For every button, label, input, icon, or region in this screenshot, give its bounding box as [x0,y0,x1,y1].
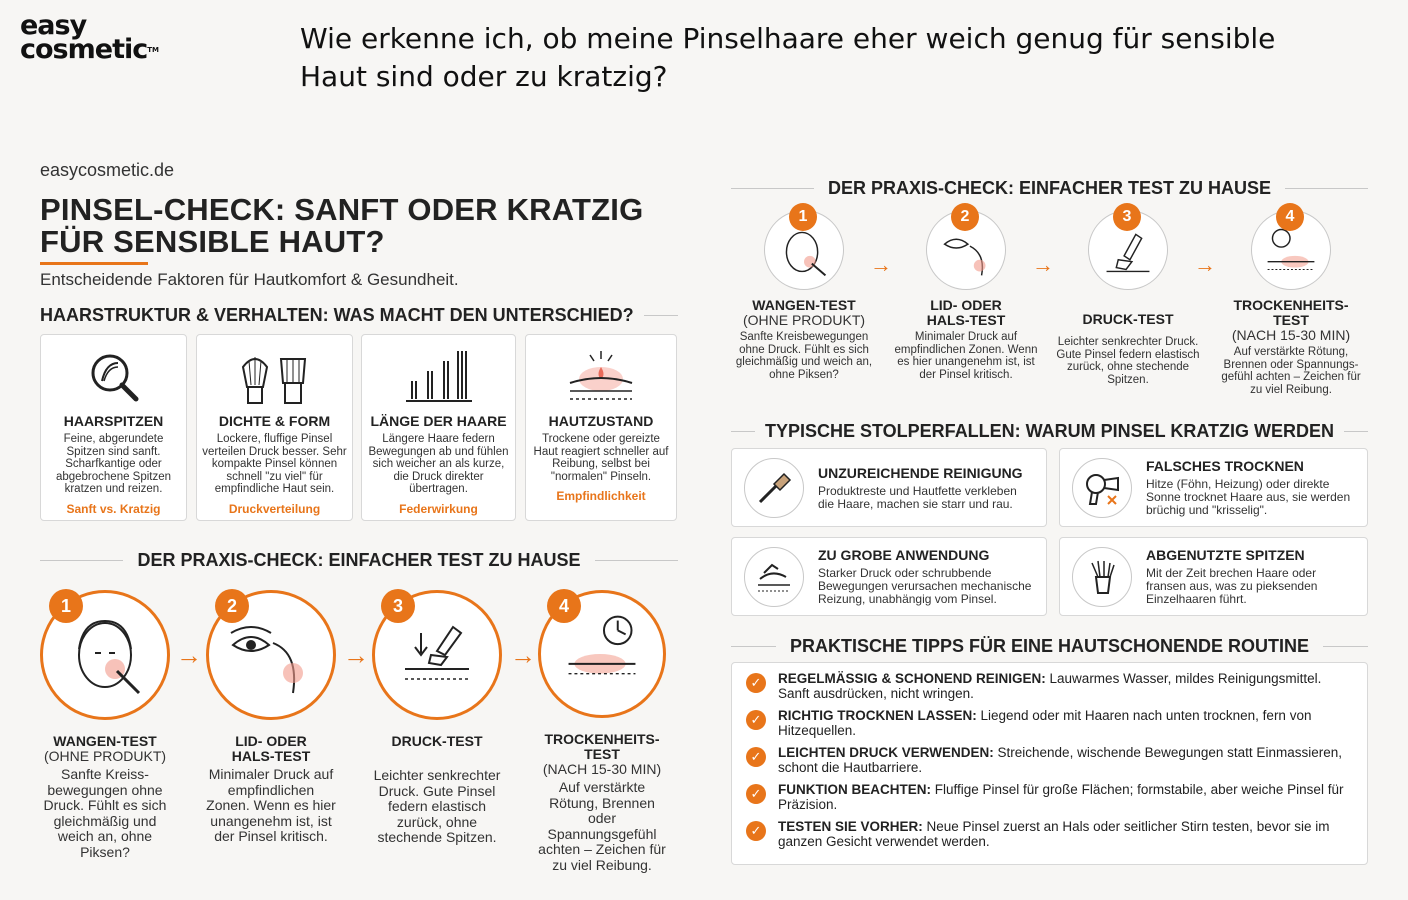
section-tips [731,636,1368,657]
logo-line1: easy [20,10,87,41]
step-title: TROCKENHEITS-TEST (NACH 15-30 MIN) [1231,297,1351,343]
divider [595,560,678,561]
step-text: Sanfte Kreiss-bewegungen ohne Druck. Fühlt es sich gleichmäßig und weich an, ohne Piksen? [43,766,167,860]
step-number: 1 [789,203,817,231]
step-text: Minimaler Druck auf empfindlichen Zonen. Wenn es hier unangenehm ist, ist der Pinsel kritisch. [894,331,1038,381]
section-tips-title: PRAKTISCHE TIPPS FÜR EINE HAUTSCHONENDE ROUTINE [789,636,1310,656]
arrow-right-icon: → [510,640,536,670]
section-pitfalls-title: TYPISCHE STOLPERFALLEN: WARUM PINSEL KRATZIG WERDEN [764,421,1335,441]
step-title: DRUCK-TEST [1082,311,1174,327]
question-heading: Wie erkenne ich, ob meine Pinselhaare eher weich genug für sensible Haut sind oder zu kratzig? [300,22,1276,93]
card-title: LÄNGE DER HAARE [370,413,507,429]
divider [731,431,755,432]
dirty-brush-icon [744,458,804,518]
section-hair-title: HAARSTRUKTUR & VERHALTEN: WAS MACHT DEN UNTERSCHIED? [40,305,634,325]
step-text: Leichter senkrechter Druck. Gute Pinsel federn elastisch zurück, ohne stechende Spitzen. [373,767,501,845]
pitfall-drying [1059,448,1368,527]
divider [731,188,814,189]
pitfall-worn-tips [1059,537,1368,616]
card-haarspitzen [40,334,187,521]
step-illustration [372,590,502,720]
card-text: Lockere, fluffige Pinsel verteilen Druck besser. Sehr kompakte Pinsel können schnell "zu viel" für empfindliche Haut sein. [202,433,347,495]
card-text: Trockene oder gereizte Haut reagiert schneller auf Reibung, selbst bei "normalen" Pinseln. [533,433,669,483]
step-number: 2 [951,203,979,231]
step-title: WANGEN-TEST (OHNE PRODUKT) [742,297,866,328]
step-illustration [40,590,170,720]
step-small-4 [1216,210,1366,396]
card-title: HAARSPITZEN [63,413,164,429]
site-url: easycosmetic.de [40,160,175,180]
pitfall-title: UNZUREICHENDE REINIGUNG [818,464,1023,481]
check-icon: ✓ [746,710,766,730]
check-icon: ✓ [746,747,766,767]
tips-list [731,662,1368,865]
card-tag: Druckverteilung [228,501,321,516]
logo-line2: cosmetic [20,34,148,65]
card-text: Feine, abgerundete Spitzen sind sanft. Scharfkantige oder abgebrochene Spitzen kratzen und reizen. [55,433,172,495]
step-number: 4 [1276,203,1304,231]
arrow-right-icon: → [1032,252,1054,277]
card-tag: Sanft vs. Kratzig [66,501,161,516]
tip-item: ✓ RICHTIG TROCKNEN LASSEN: Liegend oder mit Haaren nach unten trocknen, fern von Hitzequellen. [746,708,1353,738]
tip-item: ✓ REGELMÄSSIG & SCHONEND REINIGEN: Lauwarmes Wasser, mildes Reinigungsmittel. Sanft ausdrücken, nicht wringen. [746,671,1353,701]
arrow-right-icon: → [1194,252,1216,277]
section-hair-structure [40,305,678,326]
brush-shapes-icon [237,347,313,407]
step-text: Sanfte Kreisbewegungen ohne Druck. Fühlt es sich gleichmäßig und weich an, ohne Piksen? [735,331,873,381]
pitfall-text: Starker Druck oder schrubbende Bewegungen verursachen mechanische Reizung, unabhängig vom Pinsel. [818,566,1032,606]
step-text: Auf verstärkte Rötung, Brennen oder Spannungs-gefühl achten – Zeichen für zu viel Reibung. [1221,346,1361,396]
card-tag: Empfindlichkeit [556,489,646,503]
divider [1323,646,1368,647]
step-title: LID- ODER HALS-TEST [926,297,1006,328]
hair-length-icon [404,347,474,407]
title-line1: PINSEL-CHECK: SANFT ODER KRATZIG [40,192,644,227]
step-number: 3 [1113,203,1141,231]
check-icon: ✓ [746,784,766,804]
hairdryer-icon [1072,458,1132,518]
step-number: 3 [381,589,415,623]
step-illustration [538,590,666,718]
check-icon: ✓ [746,821,766,841]
pitfall-rough-use [731,537,1047,616]
step-small-1 [729,210,879,381]
step-illustration [206,590,336,720]
divider [40,560,123,561]
pitfall-title: ZU GROBE ANWENDUNG [818,547,990,563]
step-large-1 [40,590,170,860]
step-large-4 [538,590,666,873]
pitfall-title: ABGENUTZTE SPITZEN [1146,547,1305,563]
divider [644,315,678,316]
check-icon: ✓ [746,673,766,693]
card-title: DICHTE & FORM [218,413,331,429]
step-number: 1 [49,589,83,623]
section-practice-right [731,178,1368,199]
step-title: DRUCK-TEST [391,733,483,749]
card-laenge [361,334,516,521]
page-title [40,194,643,258]
divider [731,646,776,647]
step-title: WANGEN-TEST (OHNE PRODUKT) [43,733,167,764]
card-title: HAUTZUSTAND [548,413,654,429]
tip-item: ✓ FUNKTION BEACHTEN: Fluffige Pinsel für große Flächen; formstabile, aber weiche Pinsel für Präzision. [746,782,1353,812]
section-practice-left [40,550,678,571]
step-small-3 [1053,210,1203,386]
step-large-2 [206,590,336,845]
step-illustration [926,210,1006,290]
tip-item: ✓ LEICHTEN DRUCK VERWENDEN: Streichende, wischende Bewegungen statt Einmassieren, schont die Hautbarriere. [746,745,1353,775]
magnifier-hair-icon [84,347,144,407]
step-number: 4 [547,589,581,623]
arrow-right-icon: → [870,252,892,277]
step-number: 2 [215,589,249,623]
step-large-3 [372,590,502,846]
skin-irritation-icon [566,347,636,407]
scrub-hand-icon [744,547,804,607]
pitfall-cleaning [731,448,1047,527]
card-tag: Federwirkung [399,501,478,516]
divider [1285,188,1368,189]
step-small-2 [891,210,1041,381]
section-pitfalls [731,421,1368,442]
pitfall-text: Hitze (Föhn, Heizung) oder direkte Sonne trocknet Haare aus, sie werden brüchig und "krisselig". [1146,477,1351,517]
step-text: Auf verstärkte Rötung, Brennen oder Spannungsgefühl achten – Zeichen für zu viel Reibung. [538,779,666,873]
step-text: Minimaler Druck auf empfindlichen Zonen. Wenn es hier unangenehm ist, ist der Pinsel kritisch. [206,766,336,844]
card-text: Längere Haare federn Bewegungen ab und fühlen sich weicher an als kurze, die Druck direkter übertragen. [368,433,509,495]
step-illustration [764,210,844,290]
pitfall-text: Produktreste und Hautfette verkleben die Haare, machen sie starr und rau. [818,483,1017,511]
title-line2: FÜR SENSIBLE HAUT? [40,224,385,259]
card-hautzustand [525,334,677,521]
card-dichte-form [196,334,353,521]
tip-item: ✓ TESTEN SIE VORHER: Neue Pinsel zuerst an Hals oder seitlicher Stirn testen, bevor sie im ganzen Gesicht verwendet werden. [746,819,1353,849]
step-title: TROCKENHEITS-TEST (NACH 15-30 MIN) [542,731,662,777]
title-underline [40,262,148,265]
section-practice-title: DER PRAXIS-CHECK: EINFACHER TEST ZU HAUSE [827,178,1272,198]
arrow-right-icon: → [343,640,369,670]
section-practice-title: DER PRAXIS-CHECK: EINFACHER TEST ZU HAUSE [137,550,581,570]
step-illustration [1088,210,1168,290]
frayed-brush-icon [1072,547,1132,607]
brand-logo [20,10,180,65]
step-text: Leichter senkrechter Druck. Gute Pinsel federn elastisch zurück, ohne stechende Spitzen. [1056,336,1200,386]
logo-tm: TM [147,46,159,54]
step-illustration [1251,210,1331,290]
pitfall-text: Mit der Zeit brechen Haare oder fransen aus, was zu pieksenden Einzelhaaren führt. [1146,566,1318,606]
arrow-right-icon: → [176,640,202,670]
pitfall-title: FALSCHES TROCKNEN [1146,458,1304,474]
step-title: LID- ODER HALS-TEST [231,733,311,764]
page-subtitle: Entscheidende Faktoren für Hautkomfort & Gesundheit. [40,270,459,289]
divider [1344,431,1368,432]
